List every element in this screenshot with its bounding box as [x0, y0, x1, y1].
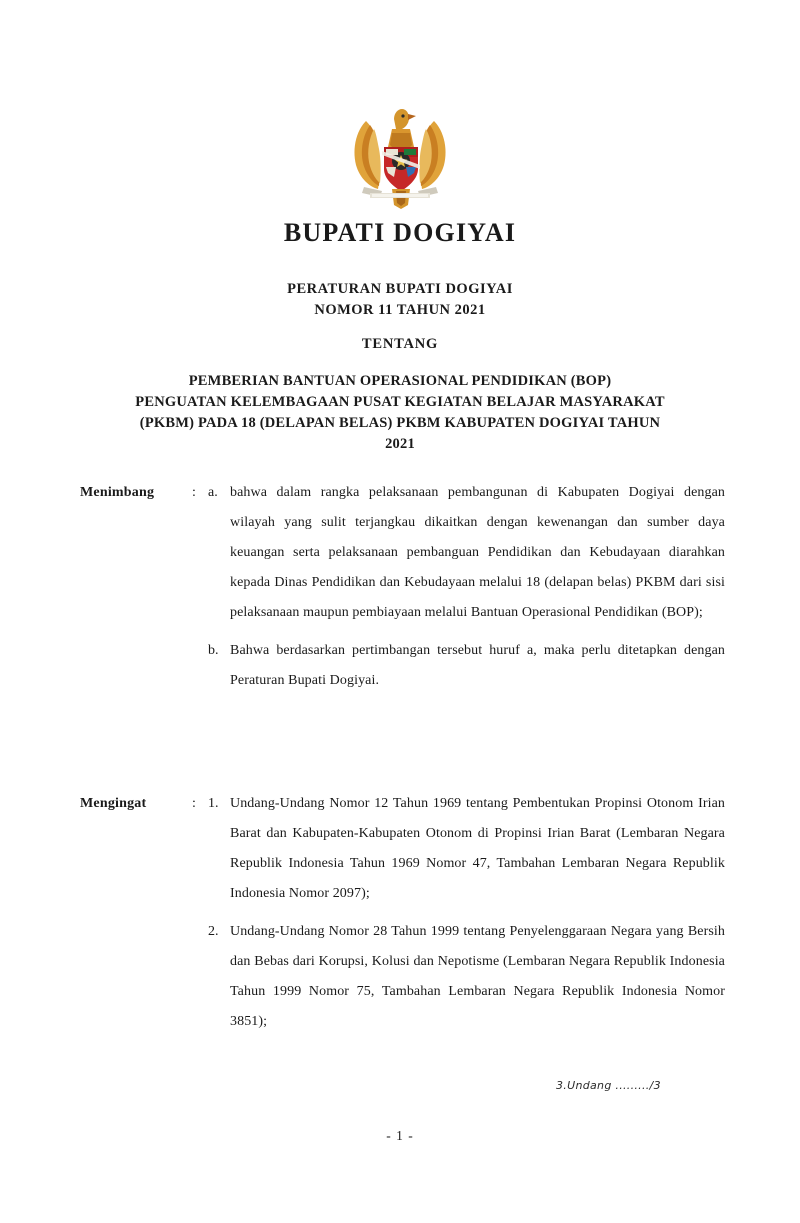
clause-row: [80, 478, 725, 696]
clause-list-mengingat: [208, 789, 725, 1037]
subject-line-1: PEMBERIAN BANTUAN OPERASIONAL PENDIDIKAN (BOP): [188, 373, 612, 389]
subject-line-2: PENGUATAN KELEMBAGAAN PUSAT KEGIATAN BELAJAR MASYARAKAT: [135, 394, 665, 410]
clause-marker: 1.: [208, 796, 219, 811]
clause-text: Undang-Undang Nomor 28 Tahun 1999 tentang Penyelenggaraan Negara yang Bersih dan Bebas dari Korupsi, Kolusi dan Nepotisme (Lembaran Negara Republik Indonesia Tahun 1999 Nomor 75, Tambahan Lembaran Negara Republik Indonesia Nomor 3851);: [230, 924, 725, 1029]
section-label-mengingat: Mengingat: [80, 796, 147, 811]
section-mengingat: [80, 789, 725, 1037]
clause-marker: b.: [208, 643, 219, 658]
clause-marker: a.: [208, 485, 218, 500]
clause-text: Undang-Undang Nomor 12 Tahun 1969 tentang Pembentukan Propinsi Otonom Irian Barat dan Kabupaten-Kabupaten Otonom di Propinsi Irian Barat (Lembaran Negara Republik Indonesia Tahun 1969 Nomor 47, Tambahan Lembaran Negara Republik Indonesia Nomor 2097);: [230, 796, 725, 901]
clause-item: [208, 917, 725, 1037]
subject-line-4: 2021: [385, 436, 415, 452]
page-number: - 1 -: [386, 1128, 414, 1143]
section-menimbang: [80, 478, 725, 696]
clause-marker: 2.: [208, 924, 219, 939]
clause-text: Bahwa berdasarkan pertimbangan tersebut huruf a, maka perlu ditetapkan dengan Peraturan Bupati Dogiyai.: [230, 643, 725, 688]
section-colon: :: [192, 485, 196, 500]
clause-row: [80, 789, 725, 1037]
regulation-header-line-2: NOMOR 11 TAHUN 2021: [314, 302, 486, 318]
section-label-menimbang: Menimbang: [80, 485, 155, 500]
clause-text: bahwa dalam rangka pelaksanaan pembangunan di Kabupaten Dogiyai dengan wilayah yang sulit terjangkau dikaitkan dengan kewenangan dan sumber daya keuangan serta pelaksanaan pembanguan Pendidikan dan Kebudayaan diarahkan kepada Dinas Pendidikan dan Kebudayaan melalui 18 (delapan belas) PKBM dari sisi pelaksanaan maupun pembiayaan melalui Bantuan Operasional Pendidikan (BOP);: [230, 485, 725, 620]
page-title: BUPATI DOGIYAI: [283, 218, 517, 247]
garuda-pancasila-emblem: [336, 103, 464, 211]
regulation-subject: [90, 371, 710, 455]
clause-list-menimbang: [208, 478, 725, 696]
subject-line-3: (PKBM) PADA 18 (DELAPAN BELAS) PKBM KABUPATEN DOGIYAI TAHUN: [139, 415, 661, 431]
tentang-label: TENTANG: [361, 336, 439, 352]
regulation-header-line-1: PERATURAN BUPATI DOGIYAI: [287, 281, 513, 297]
regulation-header: [100, 279, 700, 321]
clause-item: [208, 789, 725, 909]
emblem-container: [0, 103, 800, 211]
continuation-catchword: 3.Undang ........./3: [556, 1079, 661, 1092]
section-colon: :: [192, 796, 196, 811]
clause-item: [208, 478, 725, 628]
clause-item: [208, 636, 725, 696]
